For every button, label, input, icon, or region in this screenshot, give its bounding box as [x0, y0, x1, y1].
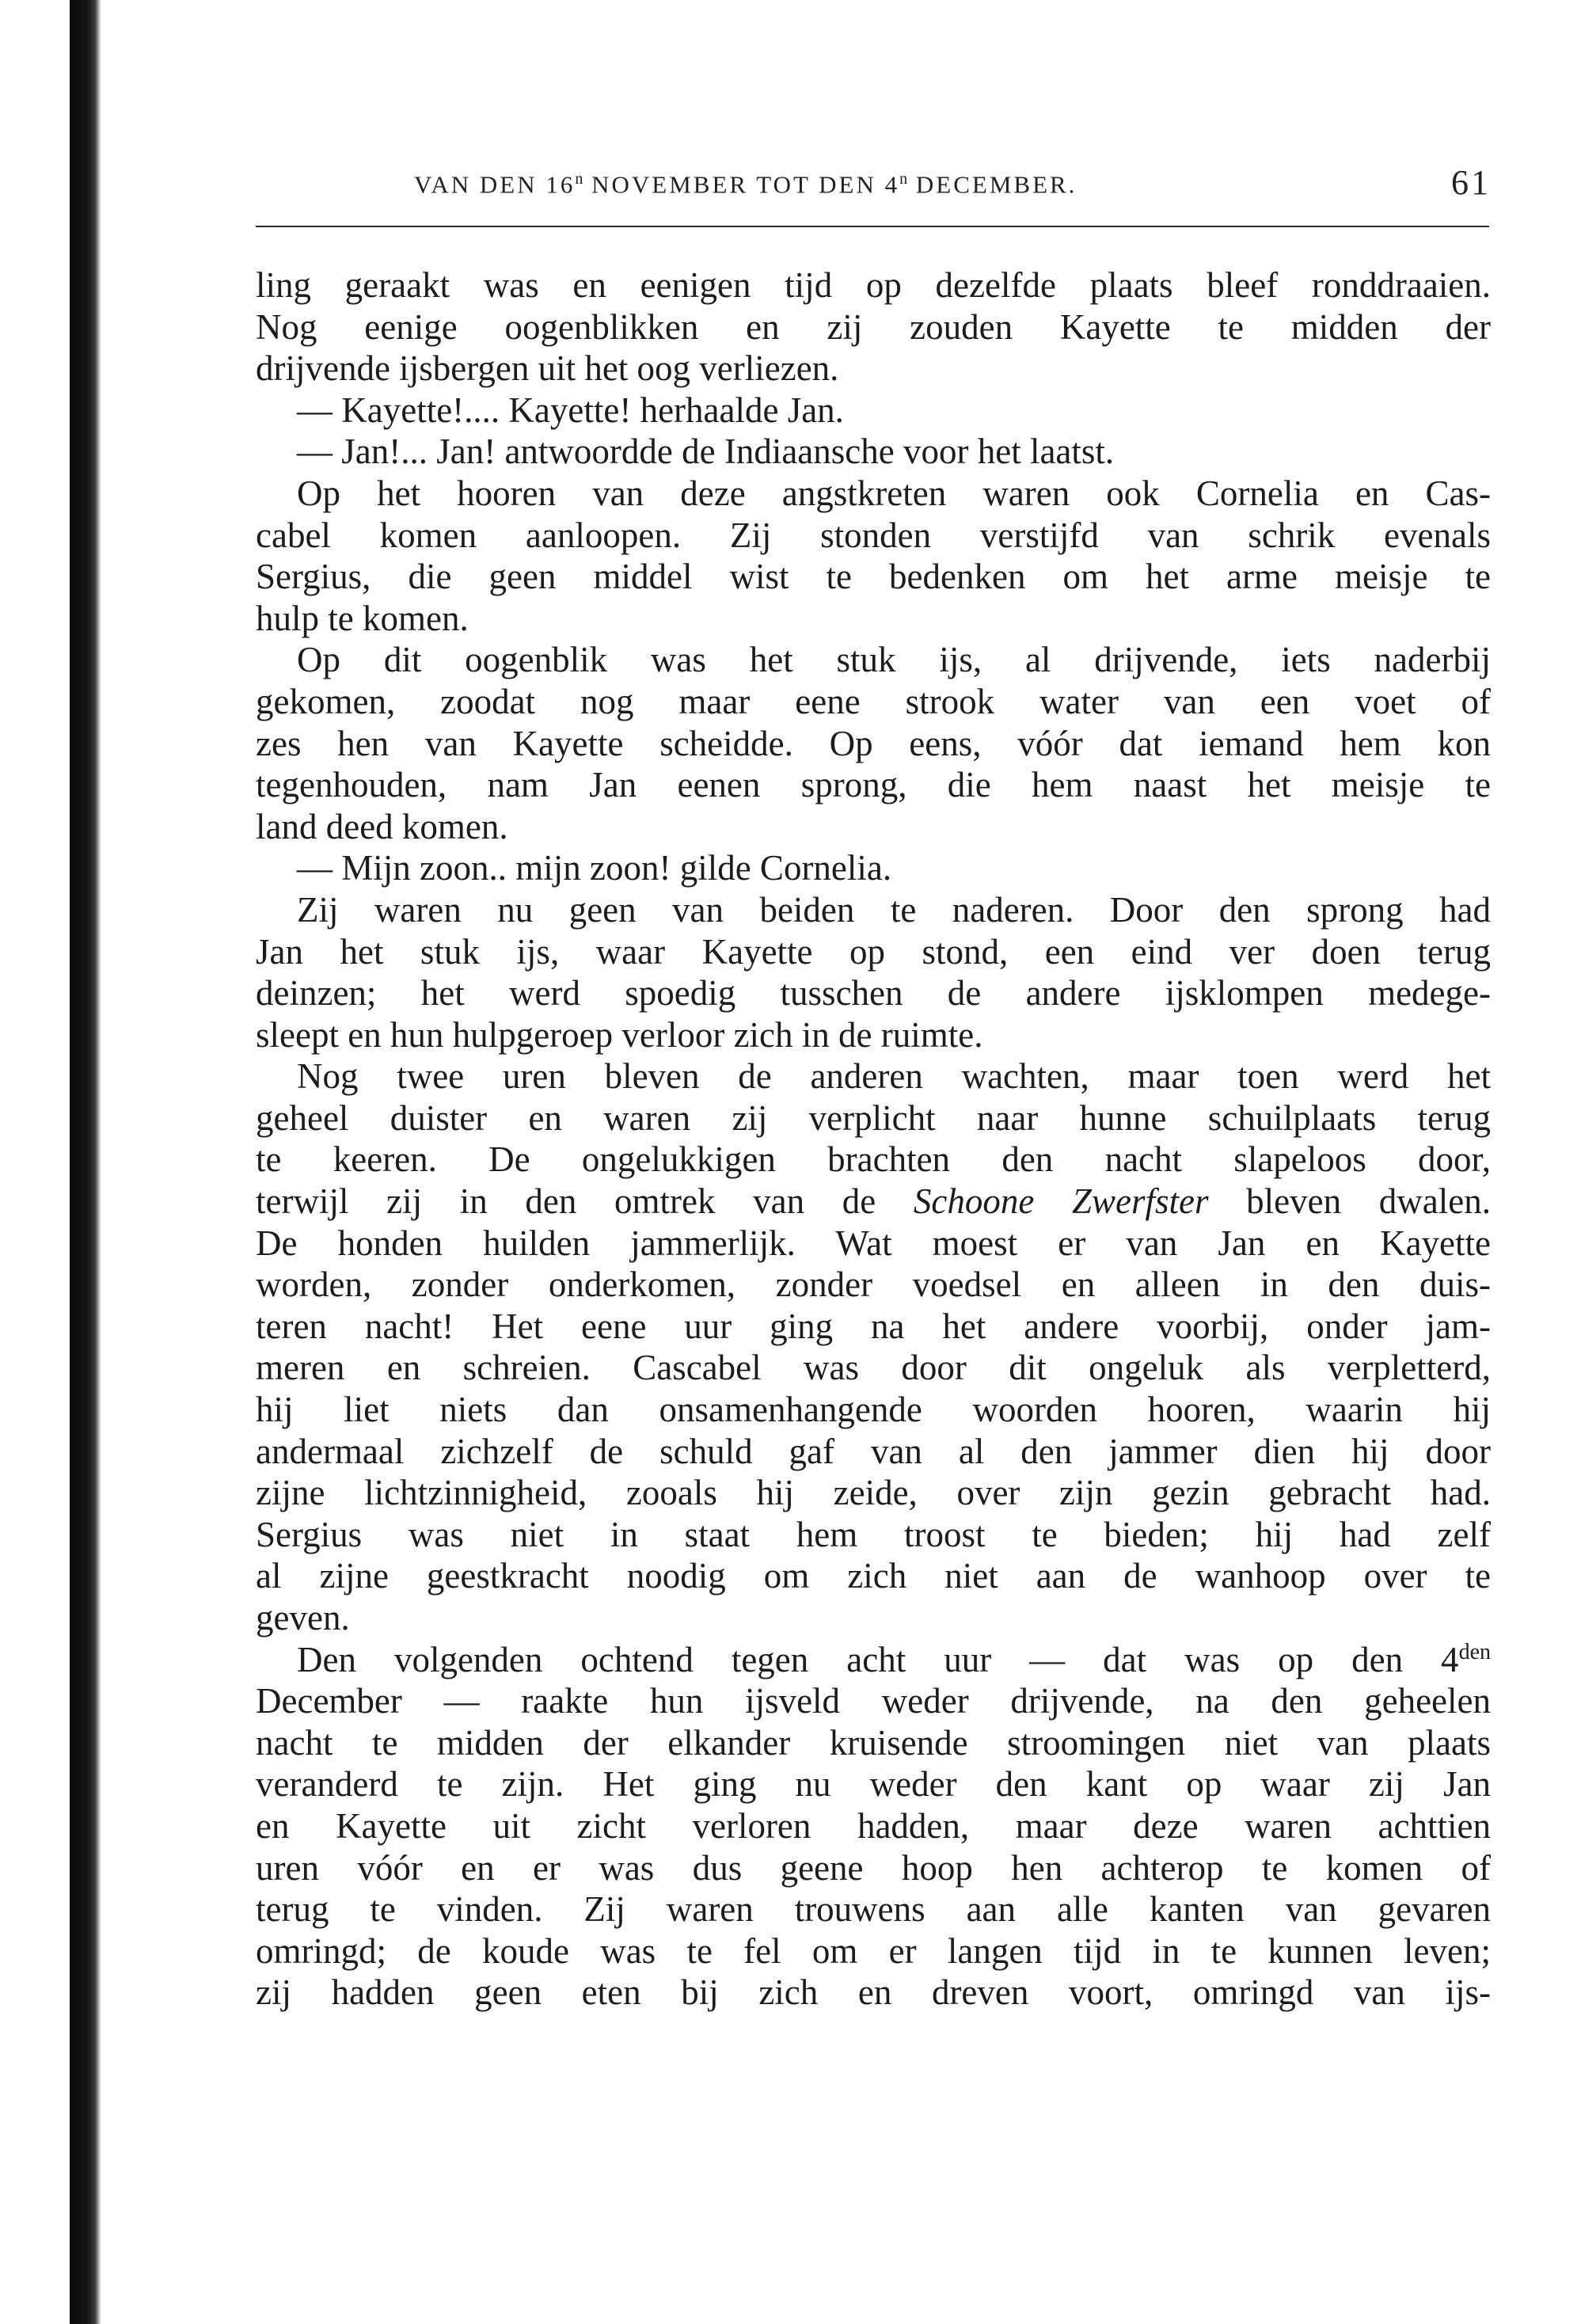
text-line: zij hadden geen eten bij zich en dreven voort, omringd van ijs-	[256, 1972, 1491, 2013]
text-line: omringd; de koude was te fel om er langen tijd in te kunnen leven;	[256, 1930, 1491, 1971]
text-line: tegenhouden, nam Jan eenen sprong, die hem naast het meisje te	[256, 765, 1491, 805]
text-segment: bleven dwalen.	[1208, 1181, 1491, 1222]
text-line: en Kayette uit zicht verloren hadden, maar deze waren achttien	[256, 1805, 1491, 1846]
text-line: Sergius was niet in staat hem troost te bieden; hij had zelf	[256, 1514, 1491, 1554]
text-line: te keeren. De ongelukkigen brachten den nacht slapeloos door,	[256, 1139, 1491, 1180]
page-number: 61	[1451, 163, 1491, 202]
text-line: geheel duister en waren zij verplicht naar hunne schuilplaats terug	[256, 1097, 1491, 1138]
text-line: zes hen van Kayette scheidde. Op eens, vóór dat iemand hem kon	[256, 723, 1491, 763]
text-line: — Jan!... Jan! antwoordde de Indiaansche voor het laatst.	[297, 432, 1115, 472]
text-line: gekomen, zoodat nog maar eene strook water van een voet of	[256, 681, 1491, 721]
text-line: De honden huilden jammerlijk. Wat moest er van Jan en Kayette	[256, 1223, 1491, 1263]
text-line: December — raakte hun ijsveld weder drijvende, na den geheelen	[256, 1681, 1491, 1721]
text-line: nacht te midden der elkander kruisende stroomingen niet van plaats	[256, 1722, 1491, 1763]
text-line: terug te vinden. Zij waren trouwens aan alle kanten van gevaren	[256, 1889, 1491, 1930]
text-line: drijvende ijsbergen uit het oog verliezen.	[256, 348, 839, 389]
text-line: ling geraakt was en eenigen tijd op dezelfde plaats bleef ronddraaien.	[256, 265, 1491, 305]
text-line: sleept en hun hulpgeroep verloor zich in de ruimte.	[256, 1014, 983, 1055]
text-line: cabel komen aanloopen. Zij stonden verstijfd van schrik evenals	[256, 515, 1491, 555]
text-line: deinzen; het werd spoedig tusschen de andere ijsklompen medege-	[256, 973, 1491, 1014]
superscript: den	[1458, 1639, 1491, 1664]
text-line: andermaal zichzelf de schuld gaf van al den jammer dien hij door	[256, 1431, 1491, 1471]
text-line: uren vóór en er was dus geene hoop hen achterop te komen of	[256, 1847, 1491, 1888]
running-head: VAN DEN 16$^n$ NOVEMBER TOT DEN 4$^n$ DECEMBER.	[414, 170, 1077, 199]
text-line: Op dit oogenblik was het stuk ijs, al drijvende, iets naderbij	[297, 640, 1491, 680]
italic-title: Schoone Zwerfster	[913, 1181, 1209, 1222]
text-line: al zijne geestkracht noodig om zich niet aan de wanhoop over te	[256, 1556, 1491, 1596]
header-rule	[256, 226, 1489, 227]
binding-edge	[70, 0, 101, 2324]
text-line: teren nacht! Het eene uur ging na het andere voorbij, onder jam-	[256, 1306, 1491, 1346]
text-line: hij liet niets dan onsamenhangende woorden hooren, waarin hij	[256, 1390, 1491, 1430]
text-line: Op het hooren van deze angstkreten waren ook Cornelia en Cas-	[297, 473, 1491, 513]
text-line: geven.	[256, 1598, 350, 1637]
text-line: zijne lichtzinnigheid, zooals hij zeide, over zijn gezin gebracht had.	[256, 1473, 1491, 1513]
text-line: — Kayette!.... Kayette! herhaalde Jan.	[297, 390, 844, 430]
text-line: veranderd te zijn. Het ging nu weder den kant op waar zij Jan	[256, 1764, 1491, 1805]
text-line: Nog twee uren bleven de anderen wachten, maar toen werd het	[297, 1056, 1491, 1097]
page-header	[256, 162, 1491, 210]
body-text	[256, 264, 1491, 2014]
text-line	[256, 1181, 1491, 1223]
text-line: meren en schreien. Cascabel was door dit ongeluk als verpletterd,	[256, 1348, 1491, 1388]
text-line: Nog eenige oogenblikken en zij zouden Kayette te midden der	[256, 306, 1491, 347]
text-line: hulp te komen.	[256, 598, 469, 638]
text-line: — Mijn zoon.. mijn zoon! gilde Cornelia.	[297, 848, 892, 888]
text-line: Jan het stuk ijs, waar Kayette op stond, een eind ver doen terug	[256, 931, 1491, 972]
text-segment: terwijl zij in den omtrek van de	[256, 1181, 914, 1222]
text-line	[256, 1639, 1491, 1681]
text-line: Zij waren nu geen van beiden te naderen. Door den sprong had	[297, 889, 1491, 930]
text-line: worden, zonder onderkomen, zonder voedsel en alleen in den duis-	[256, 1265, 1491, 1305]
text-segment: Den volgenden ochtend tegen acht uur — dat was op den 4	[297, 1639, 1459, 1679]
text-line: land deed komen.	[256, 806, 508, 846]
text-line: Sergius, die geen middel wist te bedenken om het arme meisje te	[256, 557, 1491, 597]
